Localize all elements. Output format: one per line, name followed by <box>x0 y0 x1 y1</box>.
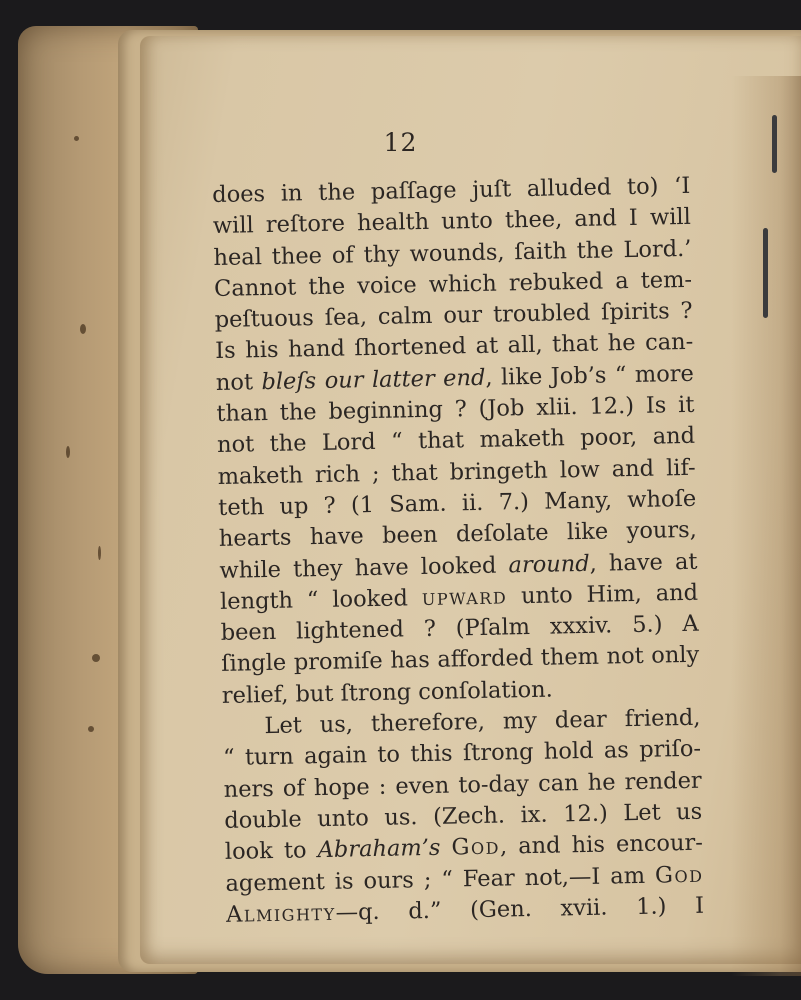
italic-phrase: bleſs our latter end <box>261 364 486 395</box>
italic-word: Abraham’s <box>317 834 441 864</box>
text-line: Cannot the voice which rebuked a tem- <box>213 266 693 302</box>
text-line: length “ looked upward unto Him, and <box>219 579 699 615</box>
text-line: Let us, therefore, my dear friend, <box>264 704 701 740</box>
text-line: agement is ours ; “ Fear not,—I am God <box>225 861 704 897</box>
text-line: not bleſs our latter end, like Job’s “ more <box>215 360 695 396</box>
page-number: 12 <box>383 128 418 157</box>
text-line: maketh rich ; that bringeth low and lif- <box>217 454 696 490</box>
text-line: ſingle promiſe has afforded them not only <box>221 642 700 678</box>
small-caps-word: upward <box>421 583 508 611</box>
text-line: does in the paſſage juſt alluded to) ‘I <box>212 172 691 208</box>
small-caps-word: God <box>451 833 501 861</box>
text-line: double unto us. (Zech. ix. 12.) Let us <box>224 798 703 834</box>
text-line: will reſtore health unto thee, and I will <box>212 204 692 240</box>
text-line: heal thee of thy wounds, ſaith the Lord.’ <box>213 235 692 271</box>
text-line: relief, but ſtrong conſolation. <box>221 676 554 709</box>
body-text <box>212 171 704 931</box>
text-line: Almighty—q. d.” (Gen. xvii. 1.) I <box>225 892 705 928</box>
italic-word: around <box>508 550 590 578</box>
text-line: look to Abraham’s God, and his encour- <box>224 829 704 866</box>
binding-staple <box>763 228 768 318</box>
small-caps-word: God <box>654 861 704 889</box>
text-line: peſtuous ſea, calm our troubled ſpirits ? <box>214 297 693 334</box>
text-line: not the Lord “ that maketh poor, and <box>216 423 696 459</box>
text-line: than the beginning ? (Job xlii. 12.) Is it <box>216 391 695 428</box>
text-line: been lightened ? (Pſalm xxxiv. 5.) A <box>220 610 699 647</box>
small-caps-word: Almighty <box>225 899 336 928</box>
text-line: ners of hope : even to-day can he render <box>223 767 702 803</box>
text-line: Is his hand ſhortened at all, that he can- <box>215 329 694 365</box>
page-stain <box>731 76 801 976</box>
text-line: while they have looked around, have at <box>219 548 698 584</box>
text-line: hearts have been deſolate like yours, <box>218 517 698 553</box>
text-line: “ turn again to this ſtrong hold as priſo- <box>222 736 702 772</box>
text-line: teth up ? (1 Sam. ii. 7.) Many, whoſe <box>218 485 697 521</box>
